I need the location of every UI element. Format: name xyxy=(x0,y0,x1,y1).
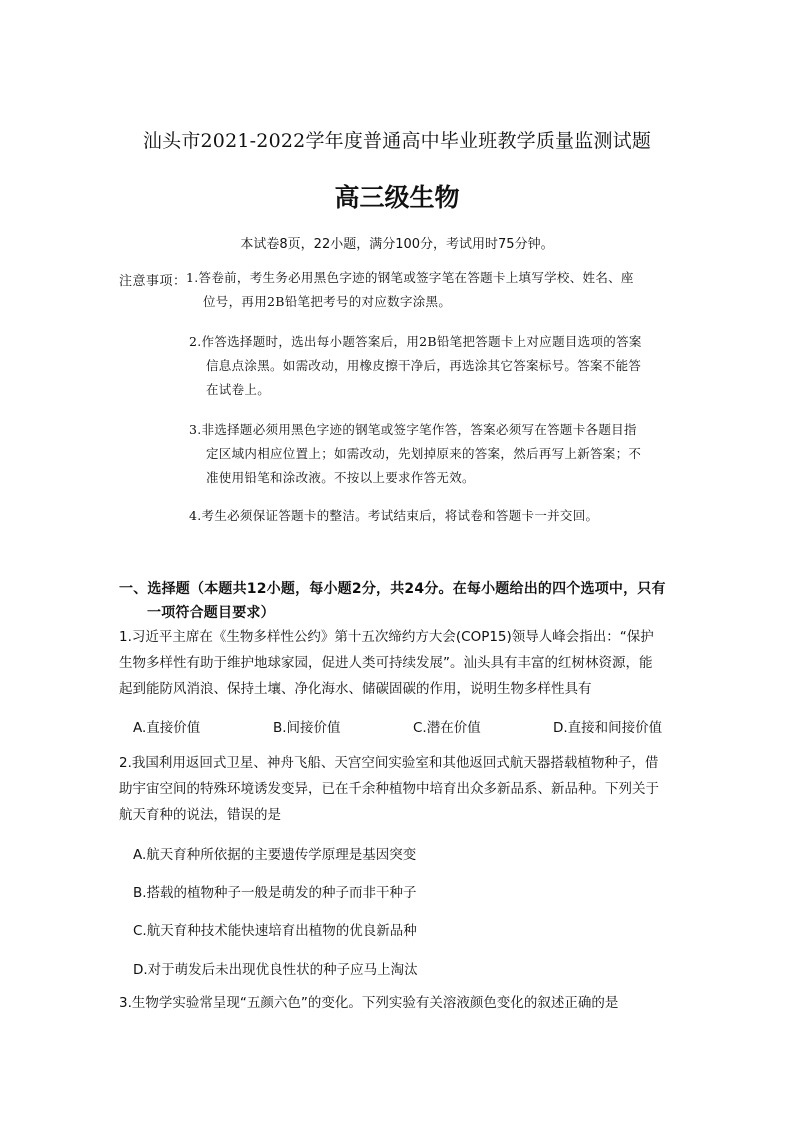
question-line: 助宇宙空间的特殊环境诱发变异，已在千余种植物中培育出众多新品系、新品种。下列关于 xyxy=(119,781,659,797)
note-line: 信息点涂黑。如需改动，用橡皮擦干净后，再选涂其它答案标号。答案不能答 xyxy=(206,358,642,373)
note-line: 在试卷上。 xyxy=(206,382,271,397)
question-3 xyxy=(119,990,618,1016)
note-line: 2.作答选择题时，选出每小题答案后，用2B铅笔把答题卡上对应题目选项的答案 xyxy=(189,334,642,349)
option-c: C.潜在价值 xyxy=(413,720,481,736)
exam-info: 本试卷8页，22小题，满分100分，考试用时75分钟。 xyxy=(240,237,554,252)
question-line: 航天育种的说法，错误的是 xyxy=(119,807,281,823)
option-b: B.搭载的植物种子一般是萌发的种子而非干种子 xyxy=(133,885,417,901)
note-item xyxy=(189,330,642,402)
question-line: 3.生物学实验常呈现“五颜六色”的变化。下列实验有关溶液颜色变化的叙述正确的是 xyxy=(119,995,619,1011)
section-heading xyxy=(119,577,666,625)
exam-title: 汕头市2021-2022学年度普通高中毕业班教学质量监测试题 xyxy=(142,130,652,152)
section-line: 一项符合题目要求） xyxy=(147,605,275,621)
note-item xyxy=(186,266,634,314)
note-line: 定区域内相应位置上；如需改动，先划掉原来的答案，然后再写上新答案；不 xyxy=(206,446,642,461)
note-line: 3.非选择题必须用黑色字迹的钢笔或签字笔作答，答案必须写在答题卡各题目指 xyxy=(189,422,637,437)
note-line: 位号，再用2B铅笔把考号的对应数字涂黑。 xyxy=(203,294,452,309)
question-2 xyxy=(119,750,659,828)
option-d: D.对于萌发后未出现优良性状的种子应马上淘汰 xyxy=(133,962,418,978)
question-line: 起到能防风消浪、保持土壤、净化海水、储碳固碳的作用，说明生物多样性具有 xyxy=(119,681,592,697)
option-a: A.直接价值 xyxy=(133,720,201,736)
question-1 xyxy=(119,624,654,702)
subject-title: 高三级生物 xyxy=(334,183,460,212)
note-item xyxy=(189,418,641,490)
option-b: B.间接价值 xyxy=(273,720,341,736)
option-a: A.航天育种所依据的主要遗传学原理是基因突变 xyxy=(133,847,417,863)
question-line: 生物多样性有助于维护地球家园，促进人类可持续发展”。汕头具有丰富的红树林资源，能 xyxy=(119,655,653,671)
option-c: C.航天育种技术能快速培育出植物的优良新品种 xyxy=(133,923,417,939)
question-line: 1.习近平主席在《生物多样性公约》第十五次缔约方大会(COP15)领导人峰会指出：“保护 xyxy=(119,629,654,645)
note-line: 准使用铅笔和涂改液。不按以上要求作答无效。 xyxy=(206,470,475,485)
note-line: 1.答卷前，考生务必用黑色字迹的钢笔或签字笔在答题卡上填写学校、姓名、座 xyxy=(186,270,634,285)
question-line: 2.我国利用返回式卫星、神舟飞船、天宫空间实验室和其他返回式航天器搭载植物种子，借 xyxy=(119,755,659,771)
option-d: D.直接和间接价值 xyxy=(553,720,663,736)
section-line: 一、选择题（本题共12小题，每小题2分，共24分。在每小题给出的四个选项中，只有 xyxy=(119,581,666,597)
note-line: 4.考生必须保证答题卡的整洁。考试结束后，将试卷和答题卡一并交回。 xyxy=(189,508,599,523)
note-item xyxy=(189,504,598,528)
notes-label: 注意事项： xyxy=(119,274,187,289)
